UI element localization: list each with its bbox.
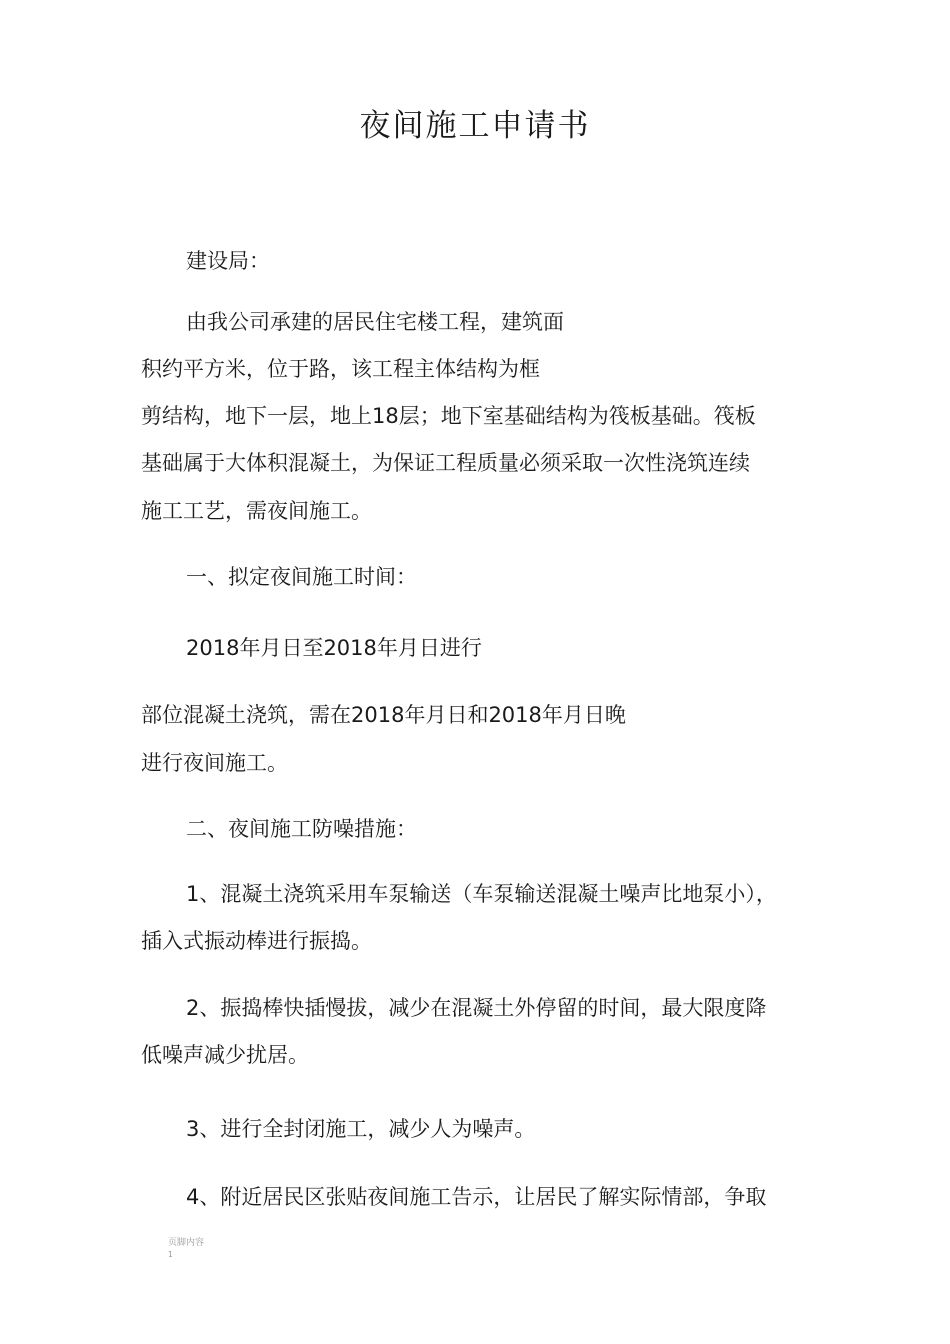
measure-4-line-1: 4、附近居民区张贴夜间施工告示，让居民了解实际情部，争取 — [186, 1185, 767, 1209]
measure-1-line-1: 1、混凝土浇筑采用车泵输送（车泵输送混凝土噪声比地泵小）， — [186, 882, 777, 906]
intro-line-1: 由我公司承建的居民住宅楼工程，建筑面 — [186, 310, 564, 334]
measure-2-line-2: 低噪声减少扰居。 — [141, 1043, 309, 1067]
footer-text: 页脚内容 — [168, 1238, 205, 1248]
page-number: 1 — [168, 1250, 173, 1259]
intro-line-2: 积约平方米，位于路，该工程主体结构为框 — [141, 357, 540, 381]
measure-3-line-1: 3、进行全封闭施工，减少人为噪声。 — [186, 1117, 536, 1141]
section2-heading: 二、夜间施工防噪措施： — [186, 817, 417, 841]
section1-line-3: 进行夜间施工。 — [141, 751, 288, 775]
intro-line-3: 剪结构，地下一层，地上18层；地下室基础结构为筏板基础。筏板 — [141, 404, 756, 428]
section1-line-2: 部位混凝土浇筑，需在2018年月日和2018年月日晚 — [141, 703, 626, 727]
section1-line-1: 2018年月日至2018年月日进行 — [186, 636, 482, 660]
intro-line-5: 施工工艺，需夜间施工。 — [141, 499, 372, 523]
measure-2-line-1: 2、振捣棒快插慢拔，减少在混凝土外停留的时间，最大限度降 — [186, 996, 767, 1020]
intro-line-4: 基础属于大体积混凝土，为保证工程质量必须采取一次性浇筑连续 — [141, 451, 750, 475]
section1-heading: 一、拟定夜间施工时间： — [186, 565, 417, 589]
document-title: 夜间施工申请书 — [359, 108, 591, 144]
salutation: 建设局： — [186, 249, 270, 273]
page-footer — [168, 1238, 204, 1265]
measure-1-line-2: 插入式振动棒进行振捣。 — [141, 929, 372, 953]
